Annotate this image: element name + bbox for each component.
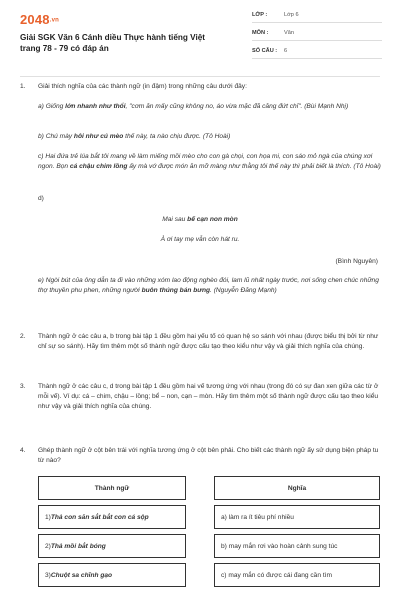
table-header-right: Nghĩa [214, 476, 380, 500]
table-row-left-2: 2) Thả mồi bắt bóng [38, 534, 186, 558]
header [0, 0, 400, 68]
poem-line-1: Mai sau bế cạn non mòn [162, 216, 238, 223]
divider [20, 76, 380, 77]
q1-e: e) Ngòi bút của ông dẫn ta đi vào những xóm lao động nghèo đói, lam lũ nhất ngày trước, nơi sống chen chúc những thợ thuyền phu phen, những người buôn thúng bán bưng. (Nguyễn Đăng Mạnh) [38, 277, 379, 294]
site-logo[interactable]: 2048.vn [20, 12, 60, 27]
q1-c: c) Hai đứa trẻ lúa bắt tôi mang về làm miếng mồi mèo cho con gà chọi, con họa mi, con sáo mỏ ngà của chúng xơi ngon. Bọn cá chậu chim lồng ấy mà vớ được món ăn mỡ màng như thằng tôi thế này thì phải biết là thích. (Tô Hoài) [38, 153, 381, 170]
q1-d: d) [38, 195, 44, 202]
q1-a: a) Giống lớn nhanh như thổi, "cơm ăn mấy cũng không no, áo vừa mặc đã căng đứt chỉ". (Bùi Mạnh Nhị) [38, 103, 349, 110]
table-row-left-1: 1) Thả con săn sắt bắt con cá sộp [38, 505, 186, 529]
meta-class: LỚP : Lớp 6 [252, 8, 382, 23]
table-row-right-3: c) may mắn có được cái đang cần tìm [214, 563, 380, 587]
meta-subject: MÔN : Văn [252, 26, 382, 41]
poem-line-2: À ơi tay mẹ vẫn còn hát ru. [160, 236, 240, 243]
page-title: Giải SGK Văn 6 Cánh diều Thực hành tiếng Việt trang 78 - 79 có đáp án [20, 33, 206, 53]
table-row-left-3: 3) Chuột sa chĩnh gạo [38, 563, 186, 587]
table-row-right-2: b) may mắn rơi vào hoàn cảnh sung túc [214, 534, 380, 558]
meta-count: SỐ CÂU : 6 [252, 44, 382, 59]
table-header-left: Thành ngữ [38, 476, 186, 500]
table-row-right-1: a) làm ra ít tiêu phí nhiều [214, 505, 380, 529]
q1-b: b) Chú mày hôi như cú mèo thế này, ta nào chịu được. (Tô Hoài) [38, 133, 231, 140]
poem-author: (Bình Nguyên) [335, 258, 378, 265]
